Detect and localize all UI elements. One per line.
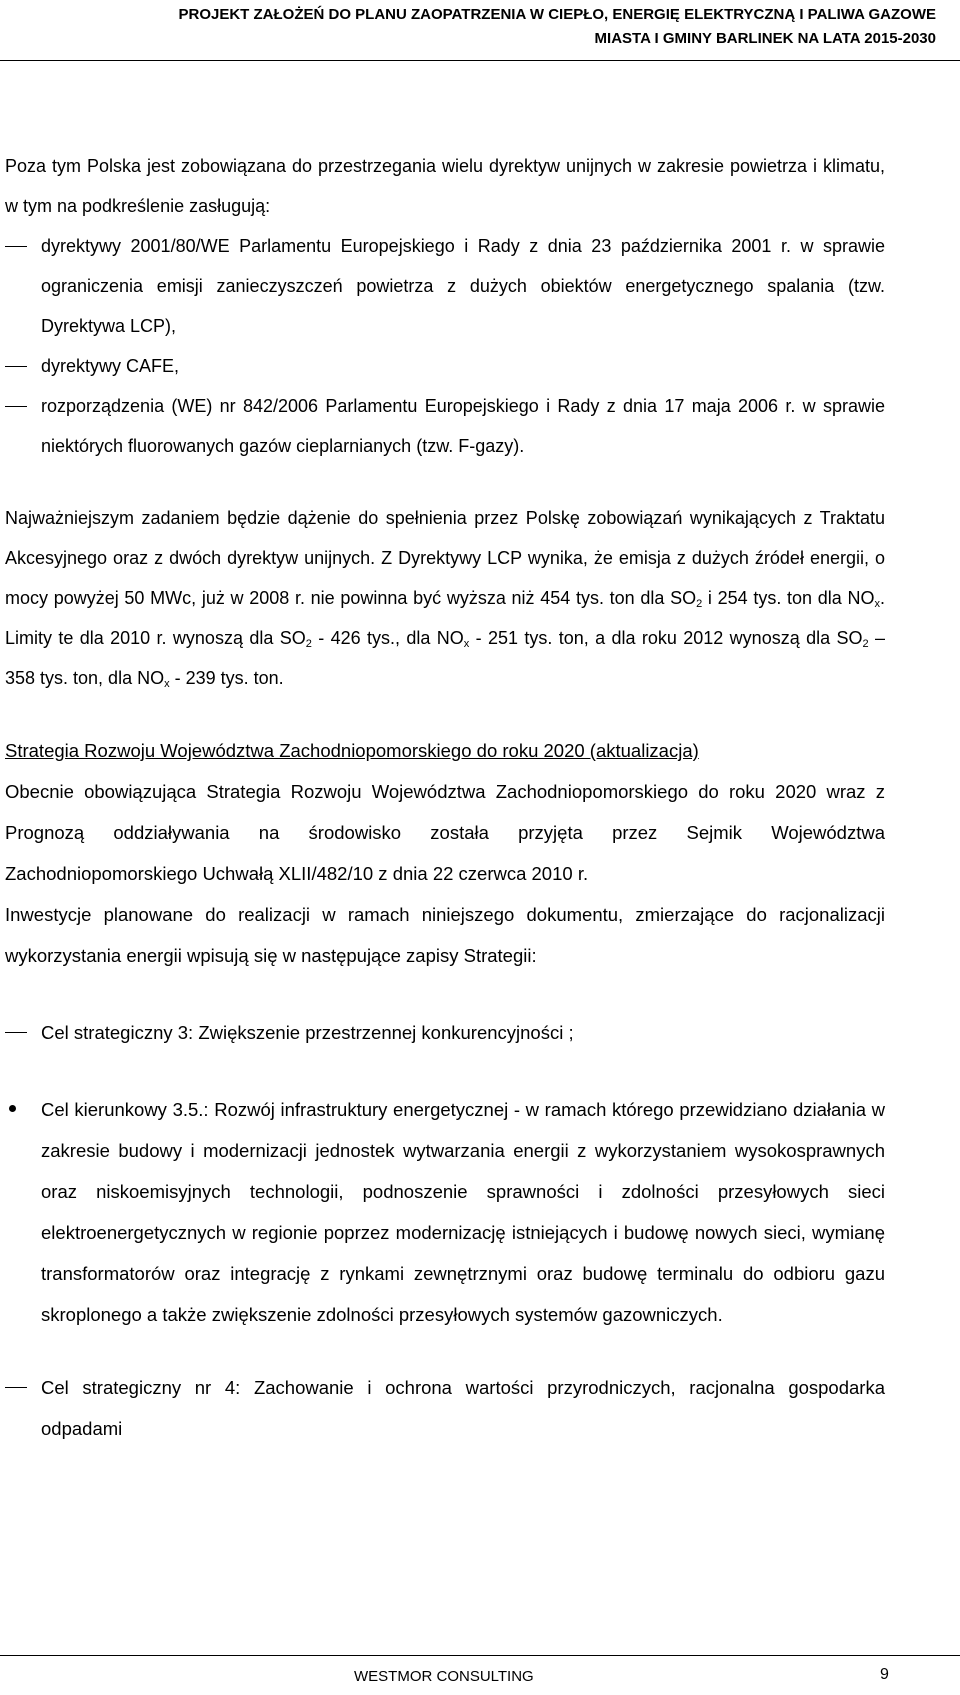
bullet-icon xyxy=(9,1105,16,1112)
list-item xyxy=(5,346,885,386)
goal-3-item xyxy=(5,1012,885,1053)
strategy-heading: Strategia Rozwoju Województwa Zachodniopomorskiego do roku 2020 (aktualizacja) xyxy=(5,740,699,761)
directive-text: dyrektywy 2001/80/WE Parlamentu Europejskiego i Rady z dnia 23 października 2001 r. w sprawie ograniczenia emisji zanieczyszczeń powietrza z dużych obiektów energetycznego spalania (tzw. Dyrektywa LCP), xyxy=(41,236,885,336)
dash-bullet-icon xyxy=(5,246,27,247)
goal-4-text: Cel strategiczny nr 4: Zachowanie i ochrona wartości przyrodniczych, racjonalna gospodarka odpadami xyxy=(41,1377,885,1439)
header-title-line1: PROJEKT ZAŁOŻEŃ DO PLANU ZAOPATRZENIA W CIEPŁO, ENERGIĘ ELEKTRYCZNĄ I PALIWA GAZOWE xyxy=(178,6,936,23)
strategy-paragraph-1: Obecnie obowiązująca Strategia Rozwoju Województwa Zachodniopomorskiego do roku 2020 wraz z Prognozą oddziaływania na środowisko została przyjęta przez Sejmik Województwa Zachodniopomorskiego Uchwałą XLII/482/10 z dnia 22 czerwca 2010 r. xyxy=(5,781,885,884)
dash-bullet-icon xyxy=(5,366,27,367)
page-number: 9 xyxy=(880,1666,889,1683)
goal-4-item xyxy=(5,1367,885,1449)
emission-limits-paragraph: Najważniejszym zadaniem będzie dążenie do spełnienia przez Polskę zobowiązań wynikających z Traktatu Akcesyjnego oraz z dwóch dyrektyw unijnych. Z Dyrektywy LCP wynika, że emisja z dużych źródeł energii, o mocy powyżej 50 MWc, już w 2008 r. nie powinna być wyższa niż 454 tys. ton dla $SO_2$ i 254 tys. ton dla $NO_x$. Limity te dla 2010 r. wynoszą dla $SO_2 - 426$ tys., dla $NO_x - 251$ tys. ton, a dla roku 2012 wynoszą dla $SO_2 - 358$ tys. ton, dla $NO_x - 239$ tys. ton. xyxy=(5,508,885,690)
goal-3-5-text: Cel kierunkowy 3.5.: Rozwój infrastruktury energetycznej - w ramach którego przewidziano działania w zakresie budowy i modernizacji jednostek wytwarzania energii z wykorzystaniem wysokosprawnych oraz niskoemisyjnych technologii, podnoszenie sprawności i zdolności przesyłowych sieci elektroenergetycznych w regionie poprzez modernizację istniejących i budowę nowych sieci, wymianę transformatorów oraz integrację z rynkami zewnętrznymi oraz budowę terminalu do odbioru gazu skroplonego a także zwiększenie zdolności przesyłowych systemów gazowniczych. xyxy=(41,1099,885,1325)
dash-bullet-icon xyxy=(5,1387,27,1388)
page-header xyxy=(0,0,960,61)
dash-bullet-icon xyxy=(5,406,27,407)
intro-paragraph: Poza tym Polska jest zobowiązana do przestrzegania wielu dyrektyw unijnych w zakresie powietrza i klimatu, w tym na podkreślenie zasługują: xyxy=(5,156,885,216)
list-item xyxy=(5,386,885,466)
document-body xyxy=(5,146,885,1449)
dash-bullet-icon xyxy=(5,1032,27,1033)
directives-list xyxy=(5,226,885,466)
list-item xyxy=(5,226,885,346)
directive-text: rozporządzenia (WE) nr 842/2006 Parlamentu Europejskiego i Rady z dnia 17 maja 2006 r. w sprawie niektórych fluorowanych gazów cieplarnianych (tzw. F-gazy). xyxy=(41,396,885,456)
footer-company: WESTMOR CONSULTING xyxy=(354,1668,534,1685)
goal-3-text: Cel strategiczny 3: Zwiększenie przestrzennej konkurencyjności ; xyxy=(41,1022,574,1043)
strategy-paragraph-2: Inwestycje planowane do realizacji w ramach niniejszego dokumentu, zmierzające do racjonalizacji wykorzystania energii wpisują się w następujące zapisy Strategii: xyxy=(5,904,885,966)
directive-text: dyrektywy CAFE, xyxy=(41,356,180,376)
page-footer xyxy=(0,1655,960,1695)
header-title-line2: MIASTA I GMINY BARLINEK NA LATA 2015-2030 xyxy=(594,30,936,47)
goal-3-5-item xyxy=(5,1089,885,1335)
